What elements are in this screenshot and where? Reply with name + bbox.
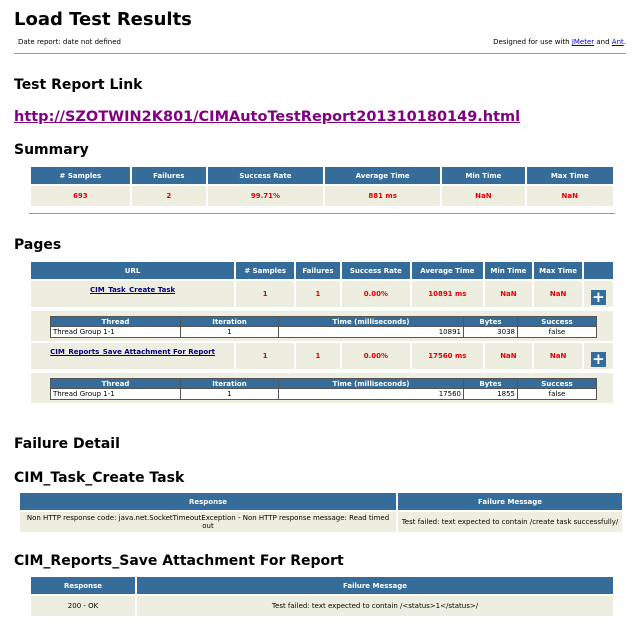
summary-max-time: NaN	[527, 186, 613, 206]
pages-heading: Pages	[14, 237, 62, 253]
failure-section-title: CIM_Reports_Save Attachment For Report	[14, 553, 344, 569]
failure-response: 200 - OK	[31, 596, 135, 616]
summary-col-samples: # Samples	[31, 167, 130, 184]
page-samples: 1	[236, 343, 294, 369]
pages-col-min-time: Min Time	[485, 262, 533, 279]
summary-header-row	[31, 167, 613, 184]
summary-col-failures: Failures	[132, 167, 206, 184]
summary-samples: 693	[31, 186, 130, 206]
failure-message: Test failed: text expected to contain /create task successfully/	[398, 512, 622, 532]
page-link-create-task[interactable]: CIM_Task_Create Task	[90, 286, 176, 294]
jmeter-link[interactable]: JMeter	[571, 38, 595, 46]
thread-time: 10891	[279, 327, 464, 338]
date-report: Date report: date not defined	[18, 38, 121, 46]
pages-col-max-time: Max Time	[534, 262, 582, 279]
pages-col-failures: Failures	[296, 262, 340, 279]
thread-col-success: Success	[518, 317, 597, 327]
thread-iteration: 1	[181, 327, 279, 338]
pages-col-url: URL	[31, 262, 234, 279]
summary-table	[29, 165, 615, 208]
thread-col-bytes: Bytes	[464, 379, 518, 389]
expand-plus-icon[interactable]: +	[592, 288, 605, 306]
pages-col-success-rate: Success Rate	[342, 262, 410, 279]
page-min-time: NaN	[485, 281, 533, 307]
page-max-time: NaN	[534, 281, 582, 307]
pages-header-row	[31, 262, 613, 279]
summary-min-time: NaN	[442, 186, 524, 206]
pages-col-expand	[584, 262, 613, 279]
failure-col-response: Response	[31, 577, 135, 594]
failure-response: Non HTTP response code: java.net.SocketTimeoutException - Non HTTP response message: Read timed out	[20, 512, 396, 532]
summary-average-time: 881 ms	[325, 186, 440, 206]
thread-table	[50, 316, 597, 338]
thread-iteration: 1	[181, 389, 279, 400]
page-average-time: 17560 ms	[412, 343, 482, 369]
thread-col-time: Time (milliseconds)	[279, 317, 464, 327]
page-min-time: NaN	[485, 343, 533, 369]
summary-divider	[29, 213, 615, 214]
failure-detail-heading: Failure Detail	[14, 436, 120, 452]
failure-col-response: Response	[20, 493, 396, 510]
pages-col-average-time: Average Time	[412, 262, 482, 279]
report-url-link[interactable]: http://SZOTWIN2K801/CIMAutoTestReport201310180149.html	[14, 109, 521, 125]
summary-failures: 2	[132, 186, 206, 206]
page-success-rate: 0.00%	[342, 281, 410, 307]
summary-col-success-rate: Success Rate	[208, 167, 323, 184]
summary-success-rate: 99.71%	[208, 186, 323, 206]
thread-bytes: 3038	[464, 327, 518, 338]
page-link-save-attachment[interactable]: CIM_Reports_Save Attachment For Report	[50, 348, 215, 356]
pages-table-row-2	[29, 341, 615, 371]
failure-section-title: CIM_Task_Create Task	[14, 470, 185, 486]
page-samples: 1	[236, 281, 294, 307]
ant-link[interactable]: Ant	[611, 38, 624, 46]
failure-col-message: Failure Message	[137, 577, 613, 594]
page-title: Load Test Results	[14, 9, 192, 30]
thread-success: false	[518, 327, 597, 338]
thread-col-iteration: Iteration	[181, 317, 279, 327]
failure-table	[18, 491, 624, 534]
summary-col-min-time: Min Time	[442, 167, 524, 184]
summary-col-max-time: Max Time	[527, 167, 613, 184]
thread-col-thread: Thread	[51, 379, 181, 389]
failure-table	[29, 575, 615, 618]
thread-bytes: 1855	[464, 389, 518, 400]
summary-heading: Summary	[14, 142, 89, 158]
thread-col-iteration: Iteration	[181, 379, 279, 389]
page-average-time: 10891 ms	[412, 281, 482, 307]
period-text: .	[623, 38, 626, 46]
pages-table	[29, 260, 615, 309]
thread-success: false	[518, 389, 597, 400]
thread-table	[50, 378, 597, 400]
page-max-time: NaN	[534, 343, 582, 369]
pages-col-samples: # Samples	[236, 262, 294, 279]
thread-col-success: Success	[518, 379, 597, 389]
designed-prefix: Designed for use with	[493, 38, 572, 46]
report-link-heading: Test Report Link	[14, 77, 143, 93]
thread-time: 17560	[279, 389, 464, 400]
thread-col-time: Time (milliseconds)	[279, 379, 464, 389]
page-row	[31, 343, 613, 369]
summary-col-average-time: Average Time	[325, 167, 440, 184]
page-success-rate: 0.00%	[342, 343, 410, 369]
thread-name: Thread Group 1-1	[51, 389, 181, 400]
failure-message: Test failed: text expected to contain /<status>1</status>/	[137, 596, 613, 616]
page-row	[31, 281, 613, 307]
and-text: and	[594, 38, 612, 46]
page-failures: 1	[296, 343, 340, 369]
expand-plus-icon[interactable]: +	[592, 350, 605, 368]
page-failures: 1	[296, 281, 340, 307]
thread-col-thread: Thread	[51, 317, 181, 327]
thread-name: Thread Group 1-1	[51, 327, 181, 338]
designed-for-note	[493, 38, 626, 46]
thread-col-bytes: Bytes	[464, 317, 518, 327]
summary-value-row	[31, 186, 613, 206]
failure-col-message: Failure Message	[398, 493, 622, 510]
header-divider	[14, 53, 626, 54]
